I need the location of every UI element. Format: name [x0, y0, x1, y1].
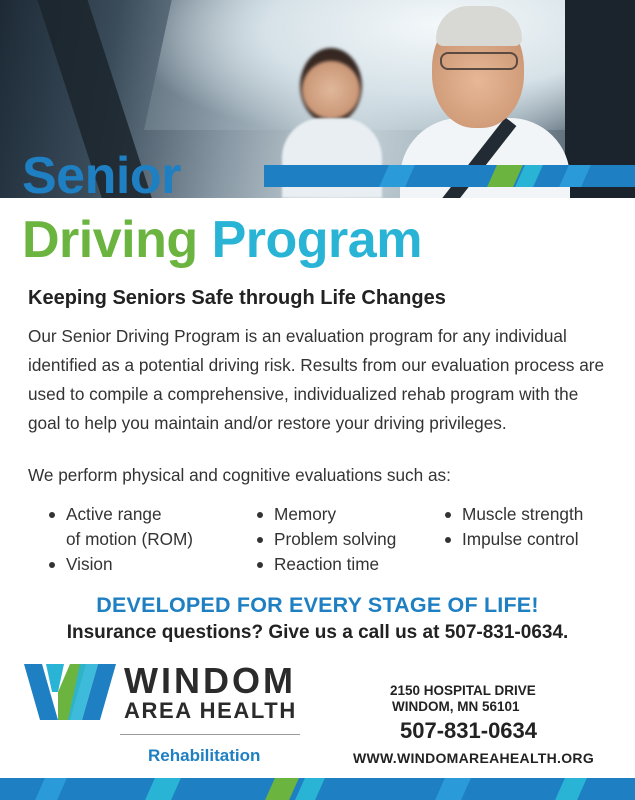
logo-text-area-health: AREA HEALTH	[124, 698, 297, 723]
logo-divider	[120, 734, 300, 735]
tagline: DEVELOPED FOR EVERY STAGE OF LIFE!	[96, 593, 539, 617]
list-item: Reaction time	[252, 552, 396, 577]
decorative-stripe-top	[264, 165, 635, 187]
list-item: Active range	[44, 502, 193, 527]
list-item: Vision	[44, 552, 193, 577]
list-item: Muscle strength	[440, 502, 583, 527]
list-item: Problem solving	[252, 527, 396, 552]
title-word-driving: Driving	[22, 211, 198, 269]
insurance-line: Insurance questions? Give us a call us at 507-831-0634.	[66, 622, 569, 643]
evaluation-list-col2	[252, 502, 396, 577]
decorative-stripe-bottom	[0, 778, 635, 800]
address-city: WINDOM, MN 56101	[392, 699, 520, 714]
windom-logo-icon	[24, 662, 116, 722]
list-item: Impulse control	[440, 527, 583, 552]
logo-text-windom: WINDOM	[124, 660, 296, 701]
title-line-2	[22, 210, 422, 270]
department-label: Rehabilitation	[148, 746, 261, 765]
phone-number: 507-831-0634	[400, 718, 538, 743]
website-link[interactable]: WWW.WINDOMAREAHEALTH.ORG	[353, 750, 595, 766]
intro-paragraph: Our Senior Driving Program is an evaluation program for any individual identified as a potential driving risk. Results from our evaluation process are used to compile a comprehensive, individualized rehab program with the goal to help you maintain and/or restore your driving privileges.	[28, 326, 605, 433]
subtitle: Keeping Seniors Safe through Life Changes	[28, 287, 446, 309]
title-line-1: Senior	[22, 147, 181, 205]
evaluation-list-col1	[44, 502, 193, 577]
title-word-program: Program	[211, 211, 422, 269]
evaluation-list-col3	[440, 502, 583, 552]
list-item: Memory	[252, 502, 396, 527]
list-item-continuation: of motion (ROM)	[66, 529, 194, 549]
address-street: 2150 HOSPITAL DRIVE	[390, 683, 536, 698]
evaluations-lead: We perform physical and cognitive evaluations such as:	[28, 465, 451, 485]
